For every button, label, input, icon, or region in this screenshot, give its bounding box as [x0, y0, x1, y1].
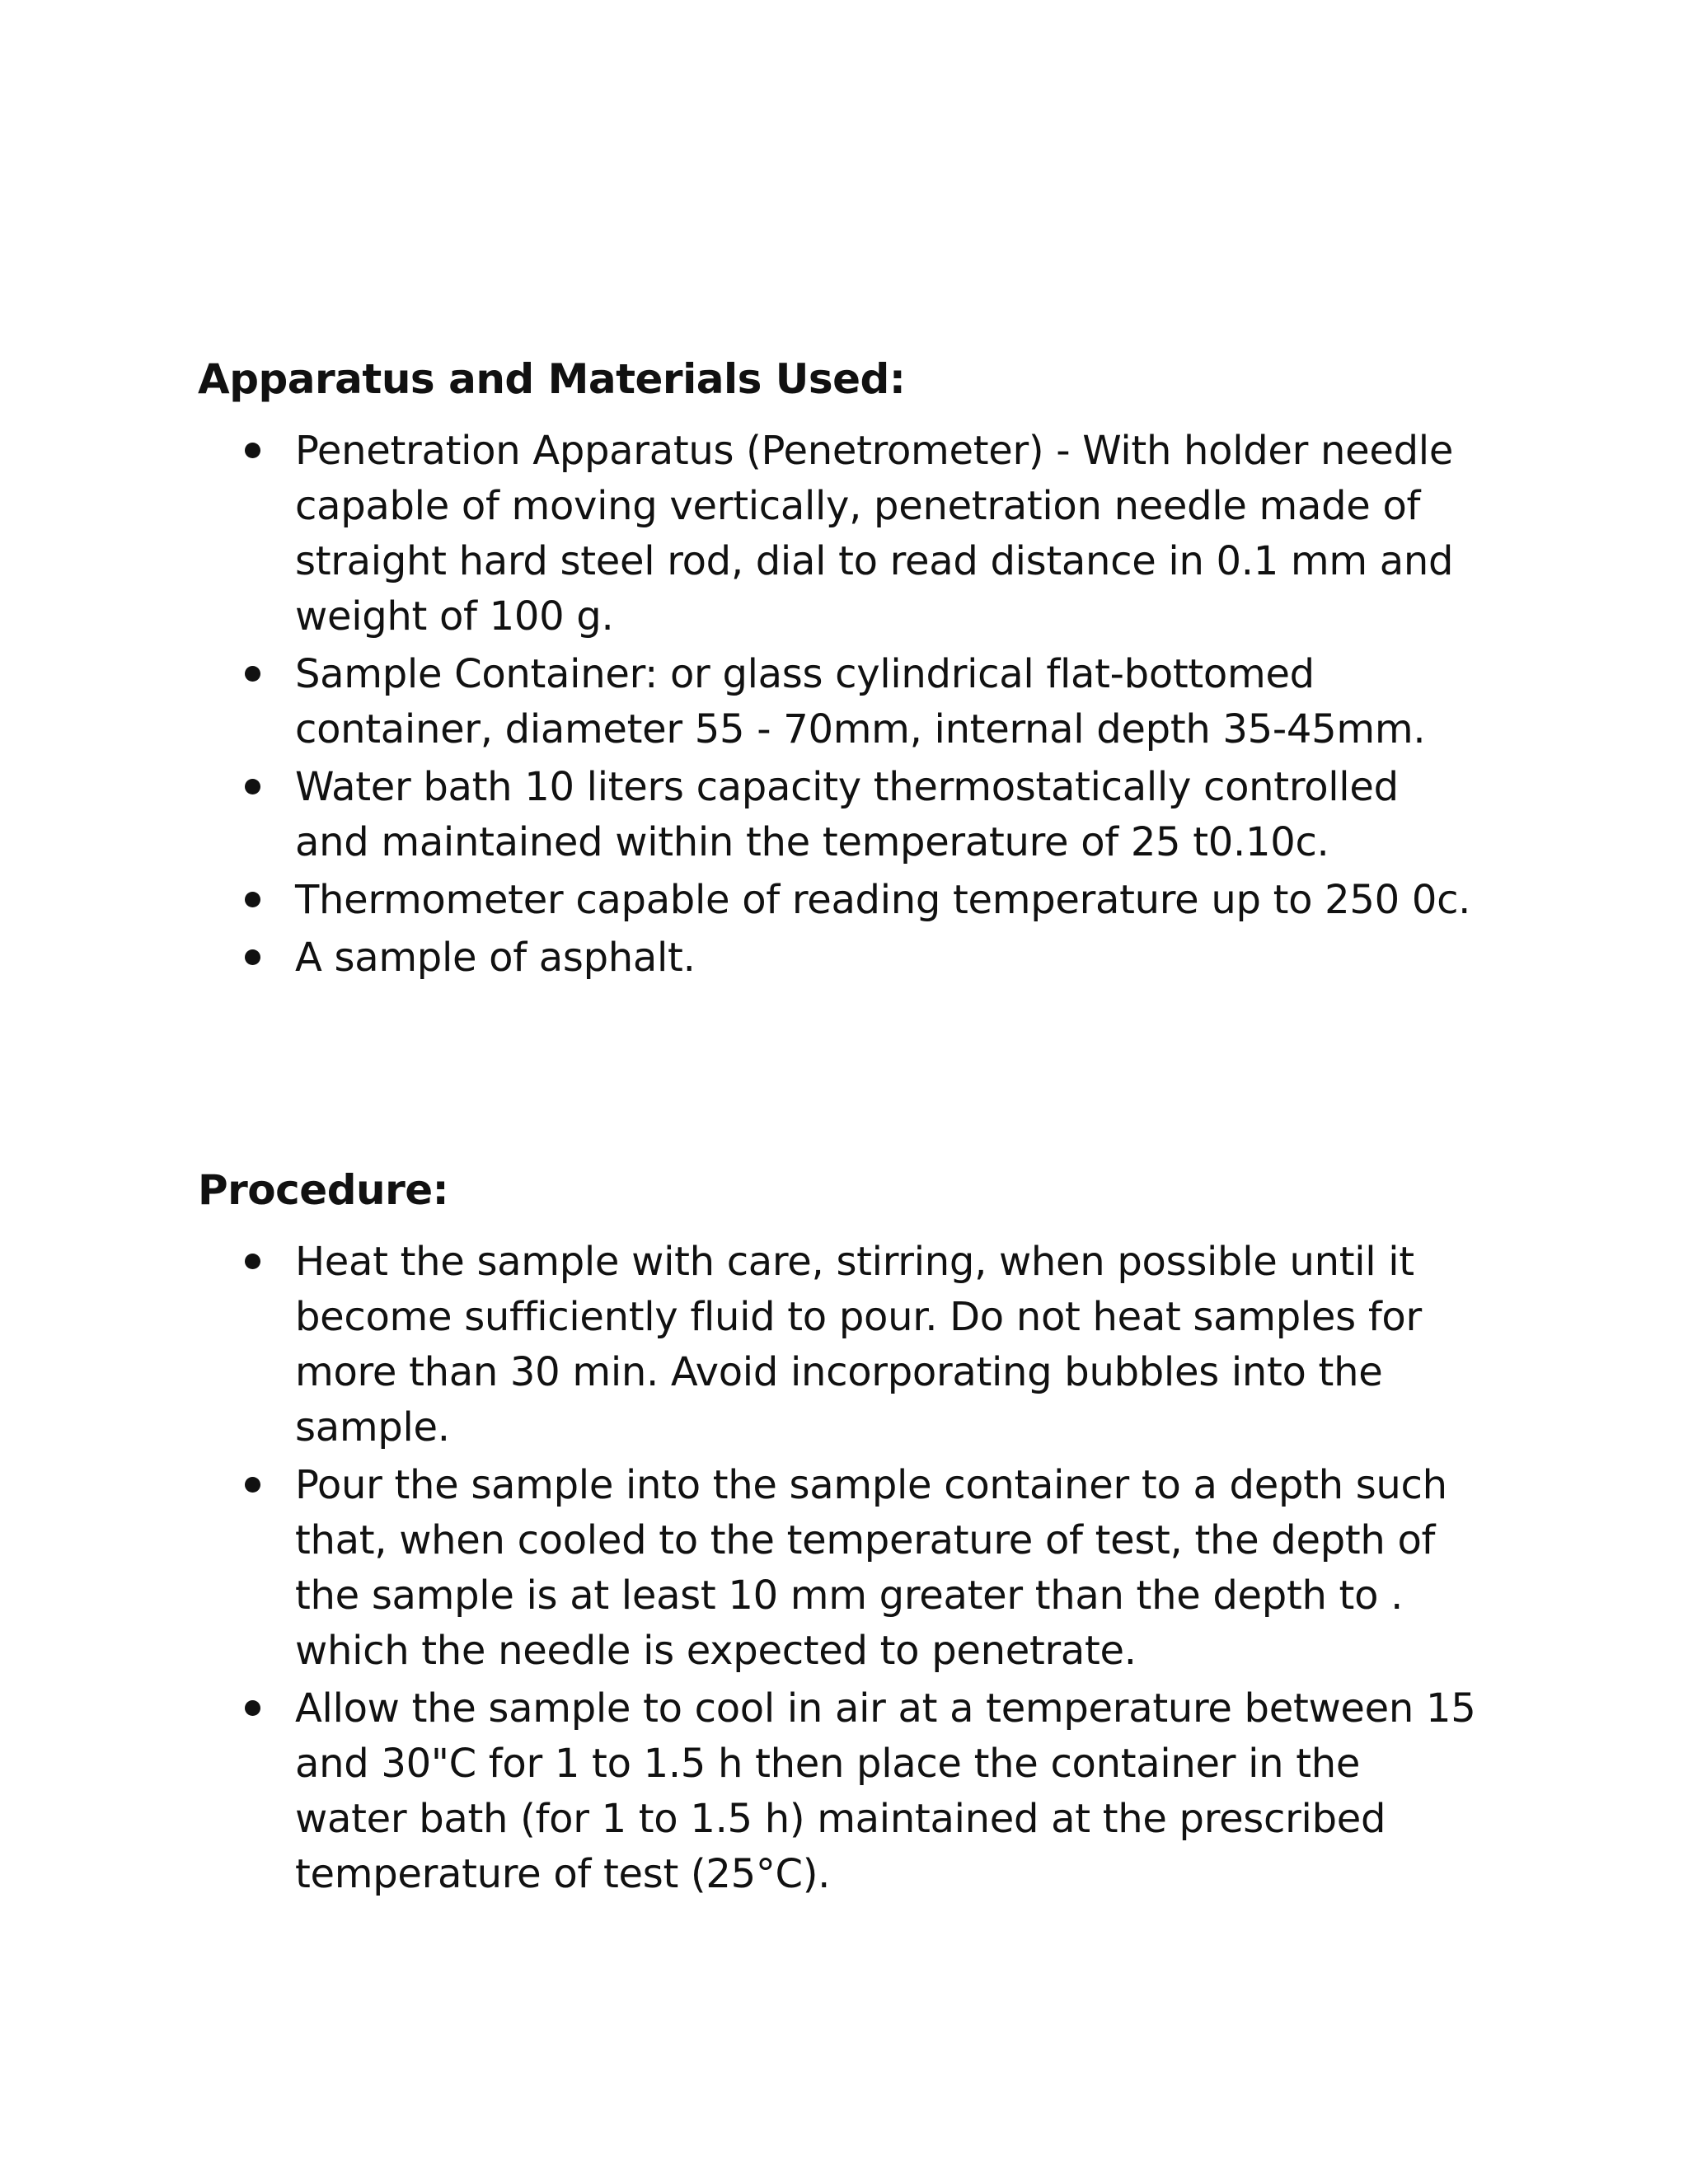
procedure-heading: Procedure:: [198, 1166, 449, 1214]
procedure-item-text: Pour the sample into the sample container to a depth such that, when cooled to the temperature of test, the depth of the sample is at least 10 mm greater than the depth to . which the needle is expected to penetrate.: [295, 1462, 1447, 1674]
procedure-list: [198, 1235, 1484, 1902]
bullet-icon: [245, 892, 260, 907]
list-item: [198, 760, 1484, 870]
list-item: [198, 647, 1484, 757]
bullet-icon: [245, 666, 260, 682]
bullet-icon: [245, 443, 260, 458]
procedure-item-text: Allow the sample to cool in air at a temperature between 15 and 30"C for 1 to 1.5 h then place the container in the water bath (for 1 to 1.5 h) maintained at the prescribed temperature of test (25°C).: [295, 1685, 1476, 1897]
list-item: [198, 1235, 1484, 1455]
apparatus-section: [198, 353, 1484, 988]
apparatus-list: [198, 424, 1484, 986]
apparatus-heading: Apparatus and Materials Used:: [198, 355, 906, 403]
apparatus-item-text: Sample Container: or glass cylindrical flat-bottomed container, diameter 55 - 70mm, internal depth 35-45mm.: [295, 651, 1426, 752]
bullet-icon: [245, 1477, 260, 1493]
bullet-icon: [245, 1254, 260, 1269]
apparatus-item-text: A sample of asphalt.: [295, 935, 696, 981]
list-item: [198, 1458, 1484, 1679]
bullet-icon: [245, 779, 260, 794]
bullet-icon: [245, 949, 260, 965]
list-item: [198, 424, 1484, 644]
apparatus-item-text: Thermometer capable of reading temperature up to 250 0c.: [295, 877, 1471, 923]
list-item: [198, 873, 1484, 928]
list-item: [198, 1681, 1484, 1902]
list-item: [198, 930, 1484, 986]
bullet-icon: [245, 1700, 260, 1716]
procedure-item-text: Heat the sample with care, stirring, when possible until it become sufficiently fluid to pour. Do not heat samples for more than 30 min. Avoid incorporating bubbles into the sample.: [295, 1239, 1422, 1451]
apparatus-item-text: Penetration Apparatus (Penetrometer) - With holder needle capable of moving vertically, penetration needle made of straight hard steel rod, dial to read distance in 0.1 mm and weight of 100 g.: [295, 428, 1454, 640]
apparatus-item-text: Water bath 10 liters capacity thermostatically controlled and maintained within the temperature of 25 t0.10c.: [295, 764, 1399, 865]
procedure-section: [198, 1164, 1484, 1905]
